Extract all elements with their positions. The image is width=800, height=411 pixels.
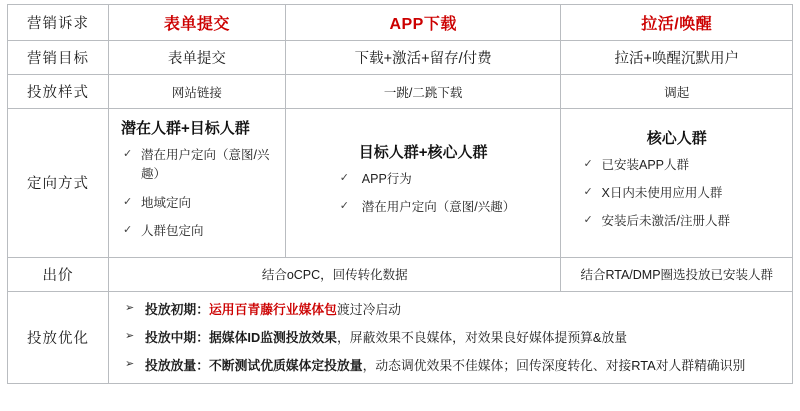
list-item [123, 146, 277, 185]
targeting-title-plain-2: 核心人群 [646, 129, 707, 147]
optimization-lead-2: 投放放量： [145, 357, 209, 373]
list-item [583, 156, 784, 175]
targeting-title-bold-0: 目标人群 [189, 120, 250, 137]
check-icon: ✓ [123, 195, 133, 208]
targeting-title-bold-1: 核心人群 [427, 143, 488, 161]
optimization-lead-0: 投放初期： [145, 301, 209, 317]
format-app-download: 一跳/二跳下载 [285, 75, 561, 109]
table-row-bid [8, 257, 793, 291]
check-icon: ✓ [123, 224, 133, 237]
list-item [123, 356, 782, 375]
list-item-label: 潜在用户定向（意图/兴趣） [361, 200, 516, 215]
row-label-bid: 出价 [8, 257, 109, 291]
targeting-title-1 [294, 141, 553, 162]
targeting-title-0 [117, 117, 277, 138]
bid-merged-cell: 结合oCPC，回传转化数据 [109, 257, 561, 291]
list-item [340, 170, 553, 189]
list-item-label: 地域定向 [141, 195, 192, 210]
targeting-title-plus-1: + [418, 143, 428, 161]
optimization-lead-1: 投放中期： [145, 329, 209, 345]
targeting-reactivate [561, 109, 793, 258]
row-label-goal: 营销目标 [8, 41, 109, 75]
targeting-app-download [285, 109, 561, 258]
arrow-icon: ➢ [125, 329, 135, 342]
check-icon: ✓ [583, 157, 593, 170]
row-label-format: 投放样式 [8, 75, 109, 109]
list-item [340, 198, 553, 217]
marketing-matrix-sheet [0, 4, 800, 411]
goal-form-submit: 表单提交 [109, 41, 286, 75]
check-icon: ✓ [339, 171, 350, 184]
goal-app-download: 下载+激活+留存/付费 [285, 41, 561, 75]
table-row-goal [8, 41, 793, 75]
list-item-label: 安装后未激活/注册人群 [601, 214, 730, 229]
table-row-appeal [8, 5, 793, 41]
format-form-submit: 网站链接 [109, 75, 286, 109]
list-item-label: 人群包定向 [141, 224, 204, 239]
column-header-app-download: APP下载 [285, 5, 561, 41]
row-label-targeting: 定向方式 [8, 109, 109, 258]
list-item [123, 300, 782, 319]
optimization-tail-0: 渡过冷启动 [336, 301, 401, 317]
optimization-highlight-2: 不断测试优质媒体定投放量 [209, 357, 363, 373]
arrow-icon: ➢ [125, 357, 135, 370]
arrow-icon: ➢ [125, 301, 135, 314]
targeting-title-2 [569, 127, 784, 148]
list-item [583, 212, 784, 231]
list-item-label: 潜在用户定向（意图/兴趣） [141, 148, 270, 182]
targeting-form-submit [109, 109, 286, 258]
goal-reactivate: 拉活+唤醒沉默用户 [561, 41, 793, 75]
check-icon: ✓ [583, 186, 593, 199]
optimization-merged-cell [109, 291, 793, 384]
targeting-list-0 [117, 146, 277, 242]
format-reactivate: 调起 [561, 75, 793, 109]
column-header-reactivate: 拉活/唤醒 [561, 5, 793, 41]
targeting-title-plus-0: + [181, 120, 190, 137]
optimization-tail-1: ，屏蔽效果不良媒体，对效果良好媒体提预算&放量 [336, 329, 628, 345]
targeting-title-plain-0: 潜在人群 [121, 120, 182, 137]
check-icon: ✓ [583, 214, 593, 227]
marketing-matrix-table [7, 4, 793, 384]
row-label-optimization: 投放优化 [8, 291, 109, 384]
optimization-highlight-1: 据媒体ID监测投放效果 [209, 329, 337, 345]
list-item [123, 328, 782, 347]
column-header-form-submit: 表单提交 [109, 5, 286, 41]
optimization-highlight-0: 运用百青藤行业媒体包 [209, 301, 337, 317]
list-item-label: X日内未使用应用人群 [601, 186, 723, 201]
row-label-appeal: 营销诉求 [8, 5, 109, 41]
optimization-list [117, 298, 784, 378]
list-item-label: 已安装APP人群 [601, 157, 689, 172]
list-item [583, 184, 784, 203]
targeting-list-2 [569, 156, 784, 232]
list-item [123, 222, 277, 241]
check-icon: ✓ [123, 148, 133, 160]
targeting-list-1 [294, 170, 553, 218]
list-item-label: APP行为 [361, 171, 412, 186]
check-icon: ✓ [339, 200, 350, 213]
table-row-targeting [8, 109, 793, 258]
table-row-optimization [8, 291, 793, 384]
targeting-title-plain-1: 目标人群 [358, 143, 419, 161]
list-item [123, 194, 277, 213]
table-row-format [8, 75, 793, 109]
optimization-tail-2: ，动态调优效果不佳媒体；回传深度转化、对接RTA对人群精确识别 [362, 357, 746, 373]
bid-reactivate: 结合RTA/DMP圈选投放已安装人群 [561, 257, 793, 291]
